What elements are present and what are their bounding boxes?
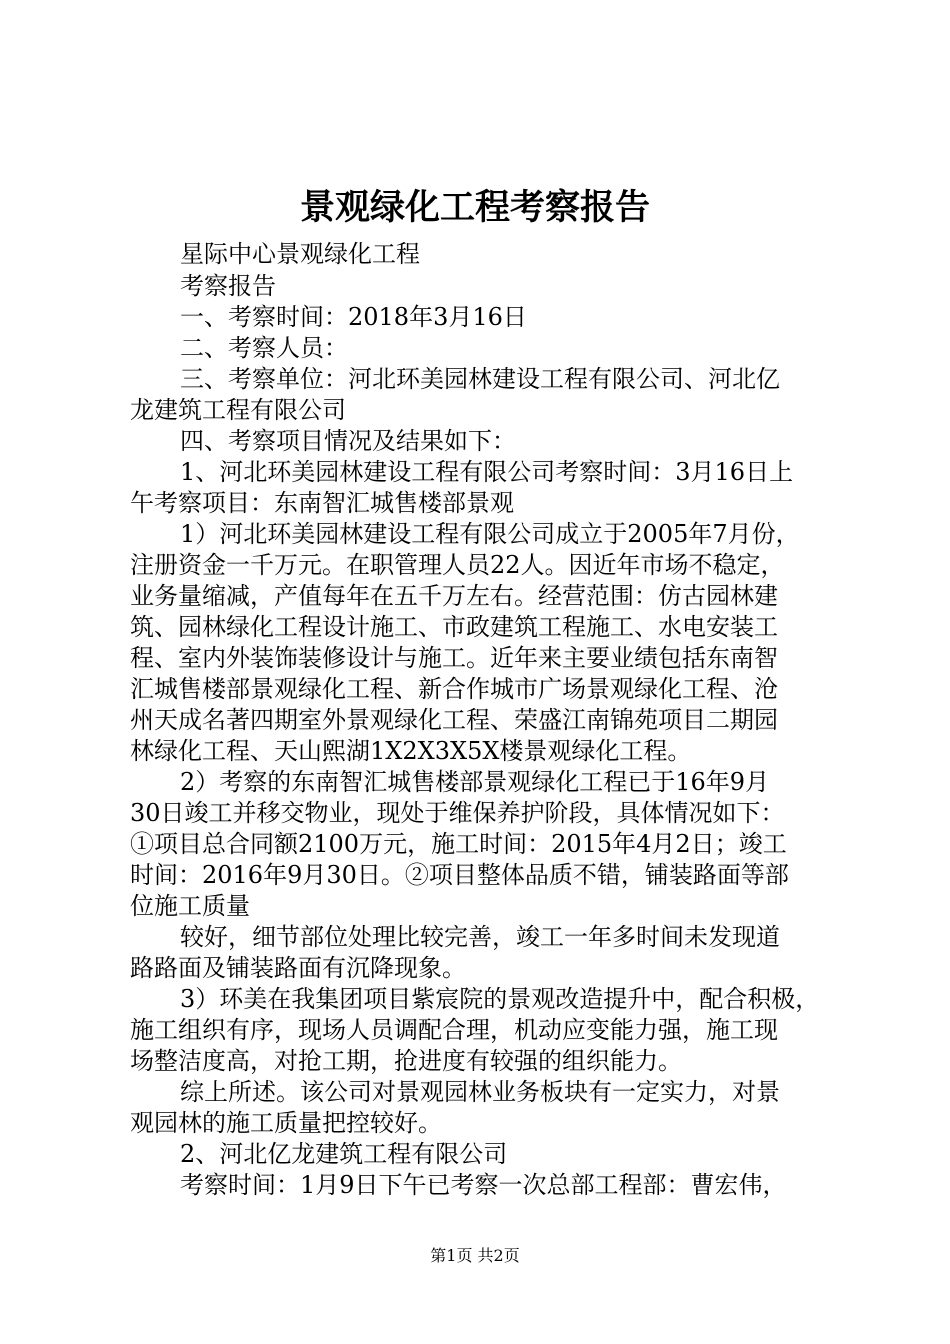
line-22: 位施工质量 xyxy=(130,892,250,920)
line-10: 1）河北环美园林建设工程有限公司成立于2005年7月份， xyxy=(180,520,800,548)
line-17: 林绿化工程、天山熙湖1X2X3X5X楼景观绿化工程。 xyxy=(130,737,692,765)
document-title: 景观绿化工程考察报告 xyxy=(299,187,650,228)
line-25: 3）环美在我集团项目紫宸院的景观改造提升中，配合积极， xyxy=(180,985,820,1013)
line-20: ①项目总合同额2100万元，施工时间：2015年4月2日；竣工 xyxy=(130,830,787,858)
line-11: 注册资金一千万元。在职管理人员22人。因近年市场不稳定， xyxy=(130,551,785,579)
line-03: 一、考察时间：2018年3月16日 xyxy=(180,303,527,331)
line-09: 午考察项目：东南智汇城售楼部景观 xyxy=(130,489,514,517)
line-26: 施工组织有序，现场人员调配合理，机动应变能力强，施工现 xyxy=(130,1016,778,1044)
line-07: 四、考察项目情况及结果如下： xyxy=(180,427,516,455)
line-31: 考察时间：1月9日下午已考察一次总部工程部：曹宏伟， xyxy=(180,1171,787,1199)
line-06: 龙建筑工程有限公司 xyxy=(130,396,346,424)
line-01: 星际中心景观绿化工程 xyxy=(180,240,420,268)
line-24: 路路面及铺装路面有沉降现象。 xyxy=(130,954,466,982)
line-27: 场整洁度高，对抢工期，抢进度有较强的组织能力。 xyxy=(130,1047,682,1075)
line-23: 较好，细节部位处理比较完善，竣工一年多时间未发现道 xyxy=(180,923,780,951)
line-12: 业务量缩减，产值每年在五千万左右。经营范围：仿古园林建 xyxy=(130,582,778,610)
line-08: 1、河北环美园林建设工程有限公司考察时间：3月16日上 xyxy=(180,458,794,486)
line-30: 2、河北亿龙建筑工程有限公司 xyxy=(180,1140,508,1168)
line-29: 观园林的施工质量把控较好。 xyxy=(130,1109,442,1137)
line-13: 筑、园林绿化工程设计施工、市政建筑工程施工、水电安装工 xyxy=(130,613,778,641)
line-21: 时间：2016年9月30日。②项目整体品质不错，铺装路面等部 xyxy=(130,861,789,889)
line-04: 二、考察人员： xyxy=(180,334,348,362)
page-footer: 第1页 共2页 xyxy=(430,1246,520,1265)
line-15: 汇城售楼部景观绿化工程、新合作城市广场景观绿化工程、沧 xyxy=(130,675,778,703)
line-19: 30日竣工并移交物业，现处于维保养护阶段，具体情况如下： xyxy=(130,799,785,827)
line-02: 考察报告 xyxy=(180,272,276,300)
line-14: 程、室内外装饰装修设计与施工。近年来主要业绩包括东南智 xyxy=(130,644,778,672)
line-28: 综上所述。该公司对景观园林业务板块有一定实力，对景 xyxy=(180,1078,780,1106)
line-18: 2）考察的东南智汇城售楼部景观绿化工程已于16年9月 xyxy=(180,768,770,796)
line-05: 三、考察单位：河北环美园林建设工程有限公司、河北亿 xyxy=(180,365,780,393)
line-16: 州天成名著四期室外景观绿化工程、荣盛江南锦苑项目二期园 xyxy=(130,706,778,734)
